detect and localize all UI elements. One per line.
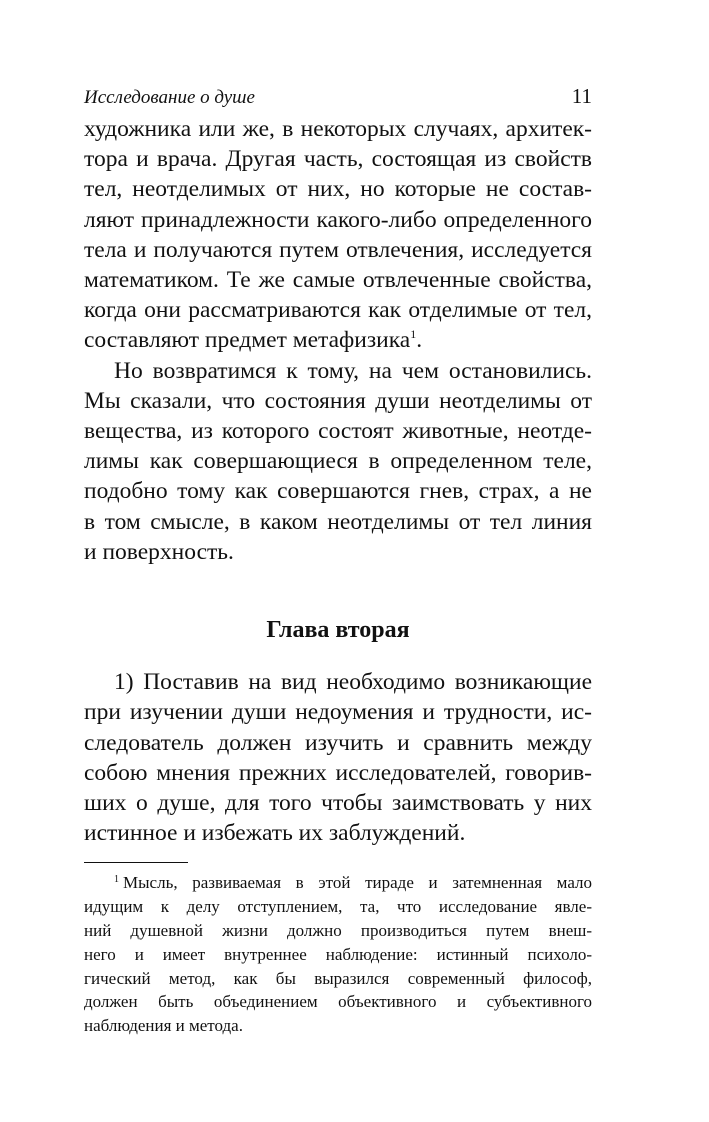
- text-line: истинное и избежать их заблуждений.: [84, 820, 466, 847]
- running-header: [84, 84, 592, 114]
- text-line: Мы сказали, что состояния души неотделимы от: [84, 387, 592, 414]
- text-line: гический метод, как бы выразился современный философ,: [84, 968, 592, 988]
- text-line: и поверхность.: [84, 538, 234, 565]
- text-line: собою мнения прежних исследователей, говорив-: [84, 759, 592, 786]
- text-line: него и имеет внутреннее наблюдение: истинный психоло-: [84, 944, 592, 964]
- text-segment: составляют предмет метафизика: [84, 327, 411, 354]
- paragraph-continued: [84, 114, 592, 356]
- text-line: вещества, из которого состоят животные, неотде-: [84, 418, 592, 445]
- paragraph: [84, 667, 592, 848]
- text-line: ших о душе, для того чтобы заимствовать у них: [84, 790, 592, 817]
- footnote-reference[interactable]: 1: [410, 327, 417, 342]
- text-line: 1) Поставив на вид необходимо возникающие: [114, 669, 592, 696]
- footnote: [84, 871, 592, 1038]
- text-segment: Мысль, развиваемая в этой тираде и затемненная мало: [123, 873, 592, 893]
- text-line: художника или же, в некоторых случаях, архитек-: [84, 116, 592, 142]
- text-line: следователь должен изучить и сравнить между: [84, 729, 592, 756]
- text-segment: .: [416, 327, 423, 354]
- paragraph: [84, 356, 592, 567]
- text-line: при изучении души недоумения и трудности, ис-: [84, 699, 592, 726]
- text-line: [84, 871, 592, 895]
- footnote-marker: 1: [114, 873, 119, 885]
- main-text: [84, 114, 592, 848]
- text-line: когда они рассматриваются как отделимые от тел,: [84, 297, 592, 324]
- text-line: лимы как совершающиеся в определенном теле,: [84, 448, 592, 475]
- page-number: 11: [571, 84, 592, 108]
- text-line: идущим к делу отступлением, та, что исследование явле-: [84, 897, 592, 917]
- text-line: ляют принадлежности какого-либо определенного: [84, 206, 592, 233]
- text-line: подобно тому как совершаются гнев, страх, а не: [84, 478, 592, 505]
- chapter-heading: Глава вторая: [266, 617, 410, 644]
- text-line: тел, неотделимых от них, но которые не состав-: [84, 176, 592, 203]
- text-line: тела и получаются путем отвлечения, исследуется: [84, 236, 592, 263]
- book-page: [84, 84, 592, 1038]
- text-line: должен быть объединением объективного и субъективного: [84, 992, 592, 1012]
- footnote-divider: [84, 862, 188, 863]
- text-line: в том смысле, в каком неотделимы от тел линия: [84, 508, 592, 535]
- text-line: математиком. Те же самые отвлеченные свойства,: [84, 267, 592, 294]
- text-line: тора и врача. Другая часть, состоящая из свойств: [84, 146, 592, 173]
- running-title: Исследование о душе: [84, 87, 255, 108]
- text-line: ний душевной жизни должно производиться путем внеш-: [84, 921, 592, 941]
- text-line: [84, 325, 592, 355]
- text-line: Но возвратимся к тому, на чем остановились.: [114, 357, 592, 384]
- text-line: наблюдения и метода.: [84, 1016, 243, 1036]
